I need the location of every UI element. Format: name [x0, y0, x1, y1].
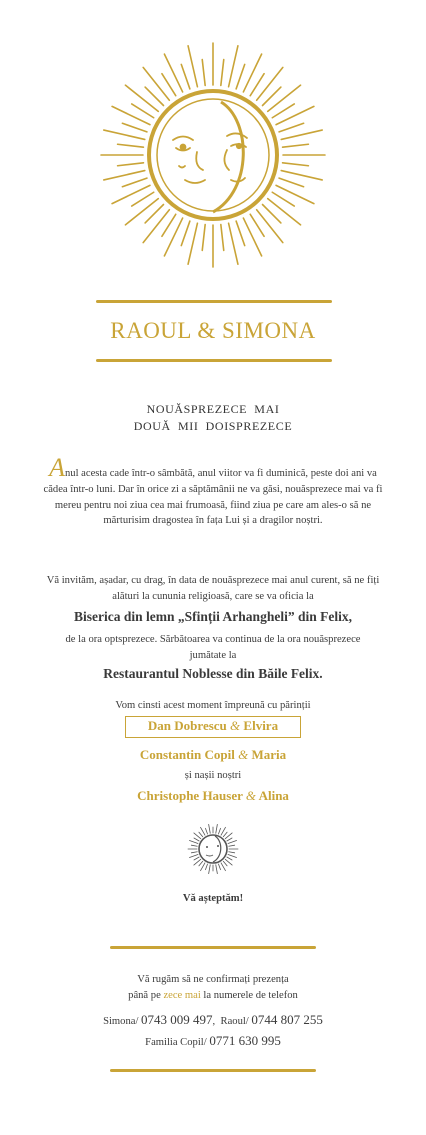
invite-paragraph: Vă invităm, așadar, cu drag, în data de nouăsprezece mai anul curent, să ne fiți alături la cununia religioasă, care se va oficia la: [46, 575, 380, 602]
contacts-line-1: Simona/ 0743 009 497, Raoul/ 0744 807 255: [103, 1012, 323, 1027]
restaurant-name: Restaurantul Noblesse din Băile Felix.: [103, 666, 323, 681]
small-sun-moon-icon: [187, 823, 239, 875]
parents-couple-2: Constantin Copil & Maria: [139, 747, 287, 762]
rsvp-line-1: Vă rugăm să ne confirmați prezența: [137, 974, 289, 985]
closing-text: Vă așteptăm!: [182, 893, 244, 904]
parents-couple-1: Dan Dobrescu & Elvira: [147, 718, 279, 733]
couple-names-title: RAOUL & SIMONA: [110, 318, 316, 343]
church-name: Biserica din lemn „Sfinții Arhangheli” din Felix,: [74, 609, 352, 624]
rsvp-text: [0, 972, 426, 1004]
raoul-phone[interactable]: 0744 807 255: [251, 1012, 323, 1027]
wedding-date: [0, 401, 426, 435]
drop-cap: A: [49, 453, 65, 482]
intro-paragraph: [38, 453, 388, 529]
rsvp-line-2: până pe zece mai la numerele de telefon: [128, 990, 298, 1001]
godparents-couple: Christophe Hauser & Alina: [137, 788, 289, 803]
family-phone[interactable]: 0771 630 995: [209, 1033, 281, 1048]
rsvp-deadline: zece mai: [163, 990, 201, 1001]
godparents-intro: și nașii noștri: [184, 770, 242, 781]
time-paragraph: de la ora optsprezece. Sărbătoarea va continua de la ora nouăsprezece jumătate la: [65, 634, 361, 661]
bottom-divider-1: [110, 946, 316, 949]
sun-moon-face-icon: [93, 40, 333, 270]
date-line-1: NOUĂSPREZECE MAI: [146, 402, 280, 416]
top-divider: [96, 300, 332, 303]
contacts-line-2: Familia Copil/ 0771 630 995: [145, 1033, 281, 1048]
parents-intro: Vom cinsti acest moment împreună cu părinții: [115, 700, 311, 711]
simona-phone[interactable]: 0743 009 497: [141, 1012, 213, 1027]
intro-text: nul acesta cade într-o sâmbătă, anul viitor va fi duminică, peste doi ani va cădea într-o luni. Dar în orice zi a săptămânii ne va găsi, nouăsprezece mai va fi mereu pentru noi ziua cea mai frumoasă, fiind ziua pe care am ales-o să ne mărturisim dragostea în fața Lui și a dragilor noștri.: [43, 468, 383, 527]
title-divider: [96, 359, 332, 362]
bottom-divider-2: [110, 1069, 316, 1072]
date-line-2: DOUĂ MII DOISPREZECE: [133, 419, 293, 433]
